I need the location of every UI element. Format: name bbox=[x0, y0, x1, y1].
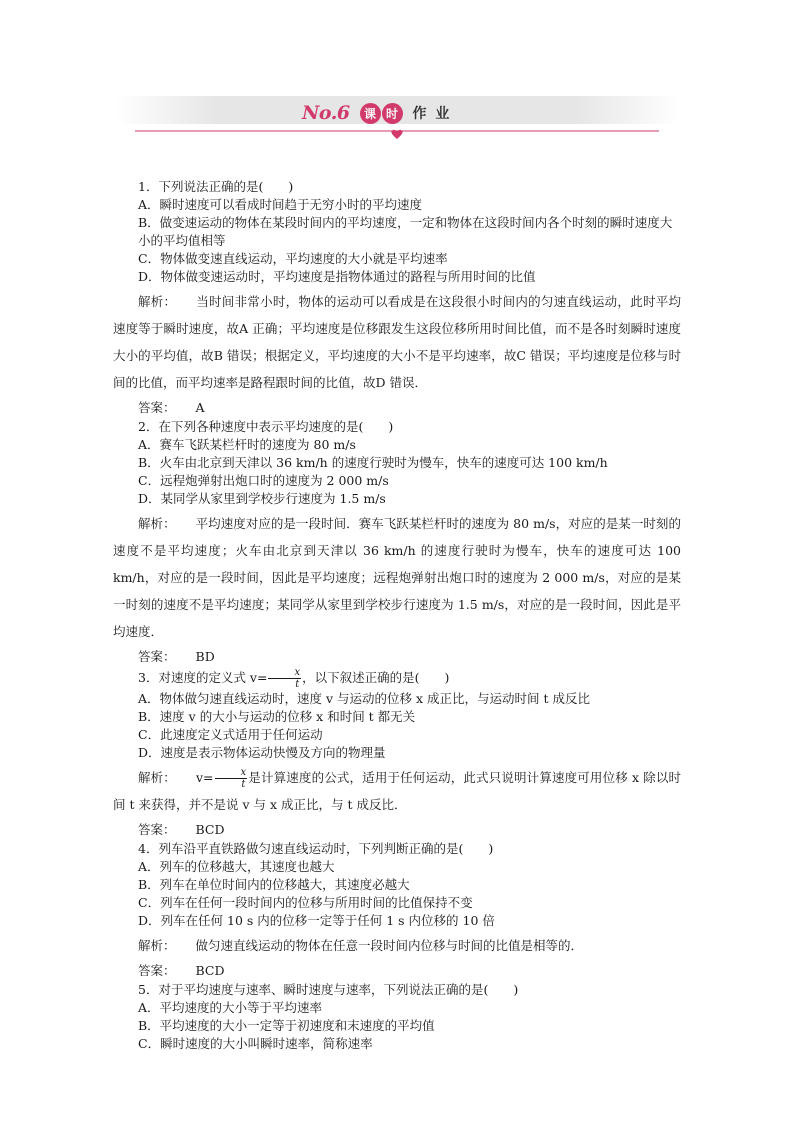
velocity-fraction bbox=[215, 767, 248, 790]
explanation-text: 做匀速直线运动的物体在任意一段时间内位移与时间的比值是相等的． bbox=[195, 938, 584, 953]
explanation bbox=[113, 288, 681, 396]
explanation-label: 解析： bbox=[138, 516, 176, 531]
question-5 bbox=[113, 981, 681, 1053]
option-c: C．瞬时速度的大小叫瞬时速率，简称速率 bbox=[138, 1036, 373, 1051]
option-a: A．瞬时速度可以看成时间趋于无穷小时的平均速度 bbox=[138, 197, 423, 212]
answer-label: 答案： bbox=[138, 963, 176, 978]
option-a: A．赛车飞跃某栏杆时的速度为 80 m/s bbox=[138, 437, 356, 452]
header-char-ke: 课 bbox=[360, 103, 381, 124]
stem-pre: 3．对速度的定义式 v= bbox=[138, 670, 268, 685]
answer-value: BCD bbox=[195, 963, 225, 978]
homework-content bbox=[113, 178, 681, 1053]
explanation-label: 解析： bbox=[138, 938, 176, 953]
option-b: B．火车由北京到天津以 36 km/h 的速度行驶时为慢车，快车的速度可达 100 km/h bbox=[138, 455, 608, 470]
question-2 bbox=[113, 418, 681, 666]
header-title bbox=[302, 100, 451, 126]
stem-post: ，以下叙述正确的是( ) bbox=[302, 670, 450, 685]
option-b-text: B．做变速运动的物体在某段时间内的平均速度，一定和物体在这段时间内各个时刻的瞬时速度大小的平均值相等 bbox=[138, 215, 673, 248]
question-stem: 4．列车沿平直铁路做匀速直线运动时，下列判断正确的是( ) bbox=[138, 841, 494, 856]
option-c: C．此速度定义式适用于任何运动 bbox=[138, 727, 323, 742]
question-stem bbox=[113, 667, 681, 690]
answer bbox=[113, 648, 681, 666]
question-4 bbox=[113, 840, 681, 980]
option-c: C．远程炮弹射出炮口时的速度为 2 000 m/s bbox=[138, 473, 389, 488]
header-homework-label: 作 业 bbox=[412, 106, 452, 122]
explanation-text: 当时间非常小时，物体的运动可以看成是在这段很小时间内的匀速直线运动，此时平均速度等于瞬时速度，故A 正确；平均速度是位移跟发生这段位移所用时间比值，而不是各时刻瞬时速度大小的平均值，故B 错误；根据定义，平均速度的大小不是平均速率，故C 错误；平均速度是位移与时间的比值，而平均速率是路程跟时间的比值，故D 错误． bbox=[113, 294, 681, 390]
option-a: A．平均速度的大小等于平均速率 bbox=[138, 1000, 323, 1015]
lesson-number: No.6 bbox=[302, 102, 350, 124]
explanation bbox=[113, 764, 681, 818]
answer bbox=[113, 399, 681, 417]
fraction-denominator: t bbox=[295, 679, 300, 690]
explanation bbox=[113, 510, 681, 645]
option-c: C．物体做变速直线运动，平均速度的大小就是平均速率 bbox=[138, 251, 448, 266]
fraction-denominator: t bbox=[241, 779, 246, 790]
answer bbox=[113, 962, 681, 980]
question-3 bbox=[113, 667, 681, 839]
option-d: D．物体做变速运动时，平均速度是指物体通过的路程与所用时间的比值 bbox=[138, 269, 536, 284]
option-d: D．列车在任何 10 s 内的位移一定等于任何 1 s 内位移的 10 倍 bbox=[138, 913, 495, 928]
header-divider bbox=[115, 127, 679, 141]
question-1 bbox=[113, 178, 681, 417]
page-header bbox=[115, 96, 679, 148]
explanation-label: 解析： bbox=[138, 294, 177, 309]
question-stem: 2．在下列各种速度中表示平均速度的是( ) bbox=[138, 419, 394, 434]
answer-label: 答案： bbox=[138, 822, 176, 837]
option-d: D．速度是表示物体运动快慢及方向的物理量 bbox=[138, 745, 386, 760]
option-c: C．列车在任何一段时间内的位移与所用时间的比值保持不变 bbox=[138, 895, 473, 910]
question-stem: 5．对于平均速度与速率、瞬时速度与速率，下列说法正确的是( ) bbox=[138, 982, 519, 997]
option-b: B．列车在单位时间内的位移越大，其速度必越大 bbox=[138, 877, 410, 892]
answer-value: BCD bbox=[195, 822, 225, 837]
option-a: A．物体做匀速直线运动时，速度 v 与运动的位移 x 成正比，与运动时间 t 成反比 bbox=[138, 691, 591, 706]
option-b: B．速度 v 的大小与运动的位移 x 和时间 t 都无关 bbox=[138, 709, 416, 724]
header-char-shi: 时 bbox=[382, 103, 403, 124]
question-stem: 1．下列说法正确的是( ) bbox=[138, 179, 294, 194]
answer bbox=[113, 821, 681, 839]
formula-pre: v= bbox=[195, 770, 214, 785]
option-b: B．平均速度的大小一定等于初速度和末速度的平均值 bbox=[138, 1018, 435, 1033]
explanation-text: 是计算速度的公式，适用于任何运动，此式只说明计算速度可用位移 x 除以时间 t 来获得，并不是说 v 与 x 成正比，与 t 成反比． bbox=[113, 770, 681, 812]
velocity-fraction bbox=[268, 667, 301, 690]
answer-label: 答案： bbox=[138, 649, 176, 664]
answer-value: A bbox=[195, 400, 205, 415]
answer-label: 答案： bbox=[138, 400, 176, 415]
option-b bbox=[113, 214, 681, 250]
option-a: A．列车的位移越大，其速度也越大 bbox=[138, 859, 335, 874]
explanation bbox=[113, 932, 681, 959]
fraction-numerator: x bbox=[268, 667, 301, 679]
explanation-text: 平均速度对应的是一段时间．赛车飞跃某栏杆时的速度为 80 m/s，对应的是某一时刻的速度不是平均速度；火车由北京到天津以 36 km/h 的速度行驶时为慢车，快车的速度可达 100 km/h，对应的是一段时间，因此是平均速度；远程炮弹射出炮口时的速度为 2 000 m/s，对应的是某一时刻的速度不是平均速度；某同学从家里到学校步行速度为 1.5 m/s，对应的是一段时间，因此是平均速度． bbox=[113, 516, 681, 639]
option-d: D．某同学从家里到学校步行速度为 1.5 m/s bbox=[138, 491, 386, 506]
fraction-numerator: x bbox=[215, 767, 248, 779]
explanation-label: 解析： bbox=[138, 770, 176, 785]
answer-value: BD bbox=[195, 649, 215, 664]
